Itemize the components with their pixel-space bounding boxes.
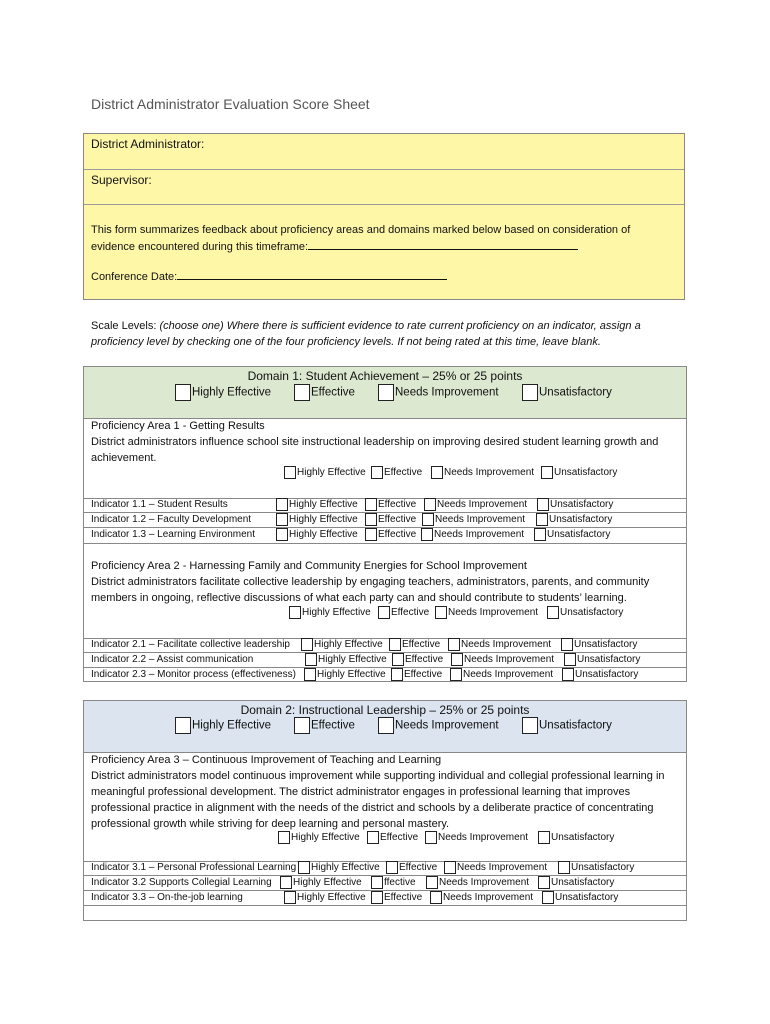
a2-opt-effective[interactable]: Effective: [378, 606, 429, 619]
opt-needs-improvement[interactable]: Needs Improvement: [430, 891, 533, 904]
checkbox[interactable]: [294, 384, 310, 401]
opt-needs-improvement[interactable]: Needs Improvement: [426, 876, 529, 889]
d1-opt-highly-effective[interactable]: Highly Effective: [175, 384, 271, 401]
page-title: District Administrator Evaluation Score Sheet: [91, 96, 370, 112]
checkbox[interactable]: [542, 891, 554, 904]
a2-opt-needs-improvement[interactable]: Needs Improvement: [435, 606, 538, 619]
opt-unsatisfactory[interactable]: Unsatisfactory: [564, 653, 640, 666]
opt-unsatisfactory[interactable]: Unsatisfactory: [562, 668, 638, 681]
opt-unsatisfactory[interactable]: Unsatisfactory: [538, 876, 614, 889]
checkbox[interactable]: [541, 466, 553, 479]
checkbox[interactable]: [276, 498, 288, 511]
checkbox[interactable]: [371, 876, 383, 889]
d1-opt-unsatisfactory[interactable]: Unsatisfactory: [522, 384, 612, 401]
checkbox[interactable]: [538, 831, 550, 844]
a3-opt-effective[interactable]: Effective: [367, 831, 418, 844]
d2-opt-needs-improvement[interactable]: Needs Improvement: [378, 717, 499, 734]
a1-opt-unsatisfactory[interactable]: Unsatisfactory: [541, 466, 617, 479]
domain-1: [83, 366, 687, 682]
opt-highly-effective[interactable]: Highly Effective: [305, 653, 387, 666]
opt-unsatisfactory[interactable]: Unsatisfactory: [561, 638, 637, 651]
checkbox[interactable]: [422, 513, 434, 526]
opt-highly-effective[interactable]: Highly Effective: [298, 861, 380, 874]
checkbox[interactable]: [435, 606, 447, 619]
checkbox[interactable]: [450, 668, 462, 681]
conference-date-field[interactable]: [177, 268, 447, 280]
summary-line-1: This form summarizes feedback about proficiency areas and domains marked below based on consideration of: [91, 224, 631, 236]
opt-highly-effective[interactable]: Highly Effective: [284, 891, 366, 904]
summary-text: [91, 222, 671, 255]
indicator-row: [84, 876, 686, 891]
summary-line-2: evidence encountered during this timeframe:: [91, 241, 309, 253]
checkbox[interactable]: [386, 861, 398, 874]
domain-1-title: Domain 1: Student Achievement – 25% or 25 points: [247, 369, 523, 383]
indicator-label: Indicator 3.2 Supports Collegial Learning: [91, 877, 272, 888]
scale-levels: [91, 318, 681, 350]
indicator-label: Indicator 3.3 – On-the-job learning: [91, 892, 243, 903]
opt-unsatisfactory[interactable]: Unsatisfactory: [558, 861, 634, 874]
checkbox[interactable]: [378, 606, 390, 619]
d1-opt-needs-improvement[interactable]: Needs Improvement: [378, 384, 499, 401]
d1-opt-effective[interactable]: Effective: [294, 384, 355, 401]
checkbox[interactable]: [561, 638, 573, 651]
indicator-row: [84, 638, 686, 653]
opt-needs-improvement[interactable]: Needs Improvement: [424, 498, 527, 511]
indicator-row: [84, 498, 686, 513]
checkbox[interactable]: [448, 638, 460, 651]
indicator-label: Indicator 1.1 – Student Results: [91, 499, 228, 510]
separator: [84, 543, 686, 544]
checkbox[interactable]: [426, 876, 438, 889]
opt-effective[interactable]: Effective: [365, 513, 416, 526]
a3-opt-unsatisfactory[interactable]: Unsatisfactory: [538, 831, 614, 844]
checkbox[interactable]: [305, 653, 317, 666]
checkbox[interactable]: [562, 668, 574, 681]
opt-effective[interactable]: Effective: [386, 861, 437, 874]
indicator-row: [84, 513, 686, 528]
indicator-label: Indicator 2.1 – Facilitate collective leadership: [91, 639, 290, 650]
checkbox[interactable]: [558, 861, 570, 874]
header-box: [83, 133, 685, 300]
a2-opt-highly-effective[interactable]: Highly Effective: [289, 606, 371, 619]
timeframe-field[interactable]: [308, 238, 578, 250]
scale-text: (choose one) Where there is sufficient evidence to rate current proficiency on an indicator, assign a proficiency level by checking one of the four proficiency levels. If not being rated at this time, leave blank.: [91, 320, 641, 348]
checkbox[interactable]: [301, 638, 313, 651]
opt-unsatisfactory[interactable]: Unsatisfactory: [542, 891, 618, 904]
checkbox[interactable]: [547, 606, 559, 619]
d2-opt-highly-effective[interactable]: Highly Effective: [175, 717, 271, 734]
supervisor-row[interactable]: [84, 170, 684, 205]
checkbox[interactable]: [425, 831, 437, 844]
opt-effective[interactable]: Effective: [389, 638, 440, 651]
a1-opt-effective[interactable]: Effective: [371, 466, 422, 479]
opt-highly-effective[interactable]: Highly Effective: [276, 498, 358, 511]
supervisor-label: Supervisor:: [91, 173, 152, 187]
area-2-title: Proficiency Area 2 - Harnessing Family and Community Energies for School Improvement: [91, 560, 527, 572]
indicator-row: [84, 653, 686, 668]
checkbox[interactable]: [365, 528, 377, 541]
checkbox[interactable]: [371, 891, 383, 904]
domain-1-header: [84, 367, 686, 419]
checkbox[interactable]: [536, 513, 548, 526]
indicator-label: Indicator 2.3 – Monitor process (effectiveness): [91, 669, 296, 680]
indicator-label: Indicator 3.1 – Personal Professional Learning: [91, 862, 297, 873]
checkbox[interactable]: [367, 831, 379, 844]
opt-unsatisfactory[interactable]: Unsatisfactory: [537, 498, 613, 511]
domain-2: [83, 700, 687, 921]
checkbox[interactable]: [392, 653, 404, 666]
opt-effective[interactable]: ffective: [371, 876, 416, 889]
opt-highly-effective[interactable]: Highly Effective: [280, 876, 362, 889]
admin-row[interactable]: [84, 134, 684, 170]
area-1-title: Proficiency Area 1 - Getting Results: [91, 420, 265, 432]
checkbox[interactable]: [284, 891, 296, 904]
checkbox[interactable]: [378, 384, 394, 401]
indicator-row: [84, 528, 686, 543]
domain-2-title: Domain 2: Instructional Leadership – 25% or 25 points: [240, 703, 530, 717]
checkbox[interactable]: [389, 638, 401, 651]
opt-effective[interactable]: Effective: [365, 498, 416, 511]
area-3-title: Proficiency Area 3 – Continuous Improvement of Teaching and Learning: [91, 754, 442, 766]
checkbox[interactable]: [289, 606, 301, 619]
conference-label: Conference Date:: [91, 271, 178, 283]
d2-opt-effective[interactable]: Effective: [294, 717, 355, 734]
checkbox[interactable]: [284, 466, 296, 479]
checkbox[interactable]: [276, 528, 288, 541]
checkbox[interactable]: [431, 466, 443, 479]
opt-effective[interactable]: Effective: [365, 528, 416, 541]
opt-needs-improvement[interactable]: Needs Improvement: [451, 653, 554, 666]
area-3-text: District administrators model continuous improvement while supporting individual and collegial professional learning in meaningful professional development. The district administrator engages in professional learning that improves professional practice in alignment with the needs of the district and schools by a deliberate practice of concentrating professional growth while striving for deep learning and personal mastery.: [91, 770, 665, 830]
indicator-row: [84, 668, 686, 683]
opt-highly-effective[interactable]: Highly Effective: [304, 668, 386, 681]
checkbox[interactable]: [522, 384, 538, 401]
opt-effective[interactable]: Effective: [392, 653, 443, 666]
indicator-row: [84, 861, 686, 876]
checkbox[interactable]: [391, 668, 403, 681]
area-2-text: District administrators facilitate collective leadership by engaging teachers, administrators, parents, and community members in ongoing, reflective discussions of what each party can and should contribute to students’ learning.: [91, 576, 650, 604]
checkbox[interactable]: [430, 891, 442, 904]
checkbox[interactable]: [365, 513, 377, 526]
opt-unsatisfactory[interactable]: Unsatisfactory: [534, 528, 610, 541]
checkbox[interactable]: [294, 717, 310, 734]
domain-2-header: [84, 701, 686, 753]
checkbox[interactable]: [451, 653, 463, 666]
opt-unsatisfactory[interactable]: Unsatisfactory: [536, 513, 612, 526]
checkbox[interactable]: [534, 528, 546, 541]
checkbox[interactable]: [371, 466, 383, 479]
area-1-text: District administrators influence school site instructional leadership on improving desired student learning growth and achievement.: [91, 436, 659, 464]
checkbox[interactable]: [378, 717, 394, 734]
a2-opt-unsatisfactory[interactable]: Unsatisfactory: [547, 606, 623, 619]
opt-needs-improvement[interactable]: Needs Improvement: [421, 528, 524, 541]
checkbox[interactable]: [444, 861, 456, 874]
checkbox[interactable]: [424, 498, 436, 511]
opt-needs-improvement[interactable]: Needs Improvement: [450, 668, 553, 681]
checkbox[interactable]: [537, 498, 549, 511]
opt-highly-effective[interactable]: Highly Effective: [276, 528, 358, 541]
a3-opt-highly-effective[interactable]: Highly Effective: [278, 831, 360, 844]
checkbox[interactable]: [421, 528, 433, 541]
indicator-label: Indicator 1.3 – Learning Environment: [91, 529, 255, 540]
checkbox[interactable]: [522, 717, 538, 734]
checkbox[interactable]: [564, 653, 576, 666]
checkbox[interactable]: [304, 668, 316, 681]
indicator-label: Indicator 1.2 – Faculty Development: [91, 514, 252, 525]
a1-opt-highly-effective[interactable]: Highly Effective: [284, 466, 366, 479]
checkbox[interactable]: [538, 876, 550, 889]
a1-opt-needs-improvement[interactable]: Needs Improvement: [431, 466, 534, 479]
checkbox[interactable]: [278, 831, 290, 844]
admin-label: District Administrator:: [91, 137, 205, 151]
conference-row: [91, 268, 671, 285]
checkbox[interactable]: [280, 876, 292, 889]
opt-highly-effective[interactable]: Highly Effective: [276, 513, 358, 526]
indicator-row: [84, 891, 686, 906]
checkbox[interactable]: [298, 861, 310, 874]
checkbox[interactable]: [175, 384, 191, 401]
checkbox[interactable]: [276, 513, 288, 526]
a3-opt-needs-improvement[interactable]: Needs Improvement: [425, 831, 528, 844]
opt-needs-improvement[interactable]: Needs Improvement: [444, 861, 547, 874]
d2-opt-unsatisfactory[interactable]: Unsatisfactory: [522, 717, 612, 734]
opt-effective[interactable]: Effective: [371, 891, 422, 904]
opt-effective[interactable]: Effective: [391, 668, 442, 681]
checkbox[interactable]: [175, 717, 191, 734]
opt-needs-improvement[interactable]: Needs Improvement: [448, 638, 551, 651]
opt-highly-effective[interactable]: Highly Effective: [301, 638, 383, 651]
opt-needs-improvement[interactable]: Needs Improvement: [422, 513, 525, 526]
checkbox[interactable]: [365, 498, 377, 511]
indicator-label: Indicator 2.2 – Assist communication: [91, 654, 254, 665]
scale-label: Scale Levels:: [91, 320, 157, 332]
